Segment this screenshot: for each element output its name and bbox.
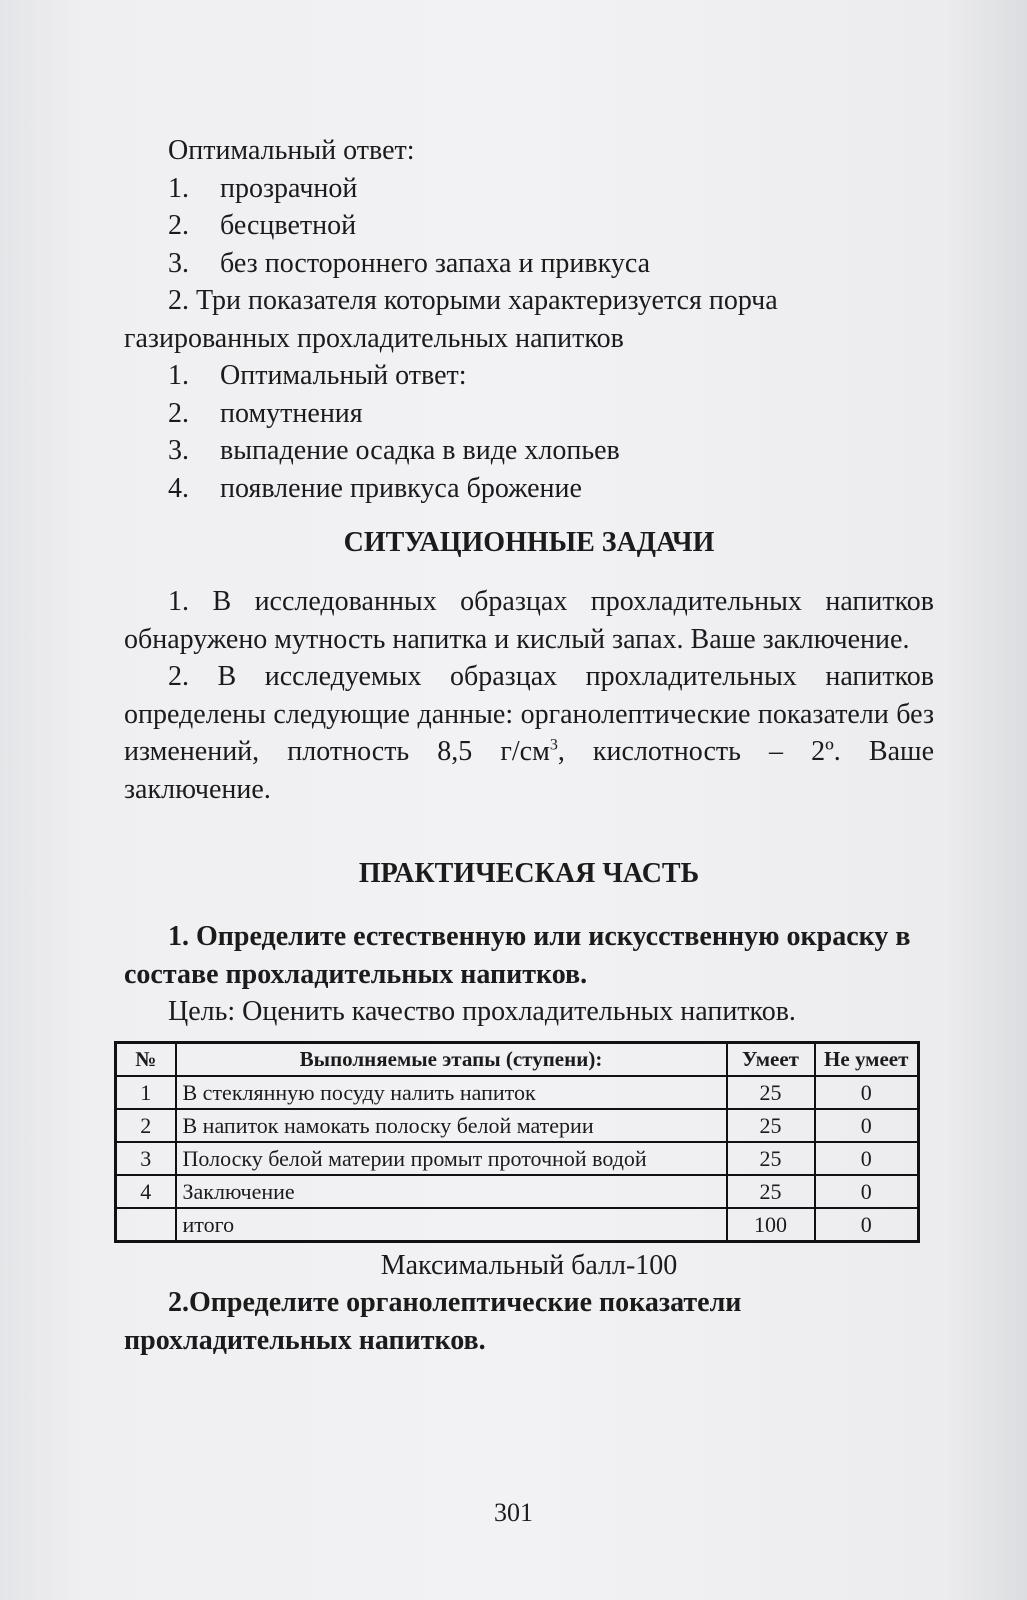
- row-cannot: 0: [815, 1109, 919, 1142]
- list-item: 3. выпадение осадка в виде хлопьев: [168, 435, 620, 466]
- page-number: 301: [494, 1498, 533, 1527]
- row-step: Полоску белой материи промыт проточной водой: [176, 1142, 727, 1175]
- row-number: 3: [116, 1142, 176, 1175]
- row-cannot: 0: [815, 1208, 919, 1242]
- practical-heading: ПРАКТИЧЕСКАЯ ЧАСТЬ: [358, 858, 700, 889]
- answer-list-1: [124, 170, 934, 283]
- steps-table: [114, 1041, 920, 1243]
- row-can: 25: [727, 1076, 815, 1109]
- situational-task-2: 2. В исследуемых образцах прохладительных напитков определены следующие данные: органолептические показатели без изменений, плотность 8,5 $г/см^3$, кислотность – 2º. Ваше заключение.: [124, 661, 934, 805]
- row-cannot: 0: [815, 1175, 919, 1208]
- row-step: В стеклянную посуду налить напиток: [176, 1076, 727, 1109]
- table-row: [116, 1109, 919, 1142]
- goal-text: Цель: Оценить качество прохладительных напитков.: [168, 996, 796, 1027]
- table-row: [116, 1175, 919, 1208]
- col-number-header: №: [116, 1042, 176, 1076]
- row-number: 2: [116, 1109, 176, 1142]
- col-steps-header: Выполняемые этапы (ступени):: [176, 1042, 727, 1076]
- practical-task-1: 1. Определите естественную или искусственную окраску в составе прохладительных напитков.: [124, 921, 911, 990]
- list-item: 1. прозрачной: [168, 172, 358, 204]
- practical-task-2: 2.Определите органолептические показатели прохладительных напитков.: [124, 1287, 742, 1356]
- row-step: В напиток намокать полоску белой материи: [176, 1109, 727, 1142]
- row-number: 1: [116, 1076, 176, 1109]
- list-item: 3. без постороннего запаха и привкуса: [168, 247, 651, 279]
- situational-task-1: 1. В исследованных образцах прохладительных напитков обнаружено мутность напитка и кислый запах. Ваше заключение.: [124, 586, 934, 655]
- row-can: 25: [727, 1142, 815, 1175]
- col-can-header: Умеет: [727, 1042, 815, 1076]
- list-item: 1. Оптимальный ответ:: [168, 360, 467, 391]
- max-score: Максимальный балл-100: [380, 1249, 678, 1281]
- question-2: 2. Три показателя которыми характеризуется порча газированных прохладительных напитков: [124, 285, 778, 354]
- col-cannot-header: Не умеет: [815, 1042, 919, 1076]
- page-text: [124, 132, 934, 1359]
- row-can: 25: [727, 1175, 815, 1208]
- row-step: итого: [176, 1208, 727, 1242]
- list-item: 4. появление привкуса брожение: [168, 472, 582, 504]
- optimal-answer-label: Оптимальный ответ:: [168, 135, 415, 166]
- row-number: 4: [116, 1175, 176, 1208]
- list-item: 2. помутнения: [168, 397, 363, 429]
- table-header-row: [116, 1042, 919, 1076]
- row-can: 25: [727, 1109, 815, 1142]
- row-number: [116, 1208, 176, 1242]
- row-can: 100: [727, 1208, 815, 1242]
- row-cannot: 0: [815, 1076, 919, 1109]
- answer-list-2: [124, 357, 934, 507]
- list-item: 2. бесцветной: [168, 210, 357, 241]
- table-total-row: [116, 1208, 919, 1242]
- row-cannot: 0: [815, 1142, 919, 1175]
- situational-heading: СИТУАЦИОННЫЕ ЗАДАЧИ: [343, 527, 715, 558]
- table-row: [116, 1076, 919, 1109]
- table-row: [116, 1142, 919, 1175]
- row-step: Заключение: [176, 1175, 727, 1208]
